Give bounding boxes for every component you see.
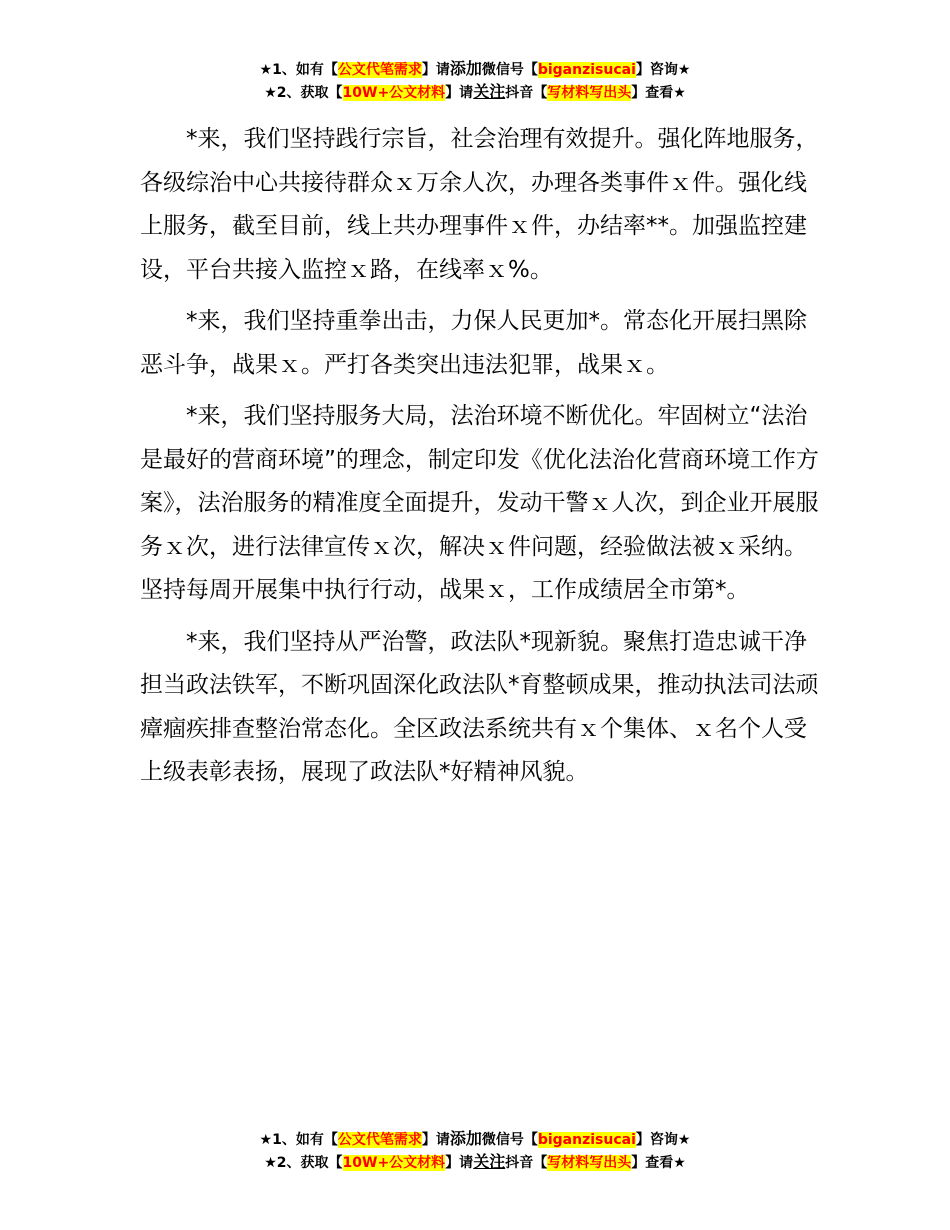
footer-banner <box>0 1128 950 1174</box>
banner-text: 抖音【 <box>505 1155 548 1171</box>
header-banner <box>0 58 950 104</box>
banner-highlight: 写材料写出头 <box>547 1155 632 1171</box>
banner-highlight: 公文代笔需求 <box>337 62 422 78</box>
banner-highlight: 10W+公文材料 <box>342 1155 446 1171</box>
banner-highlight: 10W+公文材料 <box>342 85 446 101</box>
banner-text: 】请 <box>421 62 450 78</box>
banner-text: ★2、获取【 <box>264 85 343 101</box>
banner-emphasis: 关注 <box>473 82 506 101</box>
banner-text: 】咨询★ <box>635 1132 691 1148</box>
banner-emphasis: 关注 <box>473 1152 506 1171</box>
banner-highlight: 公文代笔需求 <box>337 1132 422 1148</box>
banner-highlight: 写材料写出头 <box>547 85 632 101</box>
banner-text: 微信号【 <box>481 1132 538 1148</box>
banner-text: 】查看★ <box>631 85 686 101</box>
banner-text: 微信号【 <box>481 62 538 78</box>
banner-text: ★1、如有【 <box>259 1132 338 1148</box>
banner-text: 】请 <box>421 1132 450 1148</box>
banner-line-2 <box>0 1151 950 1174</box>
paragraph: *来，我们坚持践行宗旨，社会治理有效提升。强化阵地服务，各级综治中心共接待群众ｘ万余人次，办理各类事件ｘ件。强化线上服务，截至目前，线上共办理事件ｘ件，办结率**。加强监控建设，平台共接入监控ｘ路，在线率ｘ%。 <box>140 126 819 283</box>
paragraph: *来，我们坚持从严治警，政法队*现新貌。聚焦打造忠诚干净担当政法铁军，不断巩固深化政法队*育整顿成果，推动执法司法顽瘴痼疾排查整治常态化。全区政法系统共有ｘ个集体、ｘ名个人受上级表彰表扬，展现了政法队*好精神风貌。 <box>140 628 819 785</box>
banner-text: ★1、如有【 <box>259 62 338 78</box>
banner-text: 】请 <box>445 85 474 101</box>
document-body <box>140 118 820 803</box>
banner-emphasis: 添加 <box>449 59 482 78</box>
banner-text: ★2、获取【 <box>264 1155 343 1171</box>
banner-emphasis: 添加 <box>449 1129 482 1148</box>
paragraph: *来，我们坚持服务大局，法治环境不断优化。牢固树立“法治是最好的营商环境”的理念，制定印发《优化法治化营商环境工作方案》，法治服务的精准度全面提升，发动干警ｘ人次，到企业开展服务ｘ次，进行法律宣传ｘ次，解决ｘ件问题，经验做法被ｘ采纳。坚持每周开展集中执行行动，战果ｘ，工作成绩居全市第*。 <box>140 403 819 603</box>
banner-line-1 <box>0 58 950 81</box>
banner-text: 】请 <box>445 1155 474 1171</box>
banner-text: 】咨询★ <box>635 62 691 78</box>
banner-highlight: biganzisucai <box>537 62 636 78</box>
banner-text: 抖音【 <box>505 85 548 101</box>
banner-line-1 <box>0 1128 950 1151</box>
paragraph: *来，我们坚持重拳出击，力保人民更加*。常态化开展扫黑除恶斗争，战果ｘ。严打各类突出违法犯罪，战果ｘ。 <box>140 308 807 378</box>
banner-text: 】查看★ <box>631 1155 686 1171</box>
banner-line-2 <box>0 81 950 104</box>
banner-highlight: biganzisucai <box>537 1132 636 1148</box>
